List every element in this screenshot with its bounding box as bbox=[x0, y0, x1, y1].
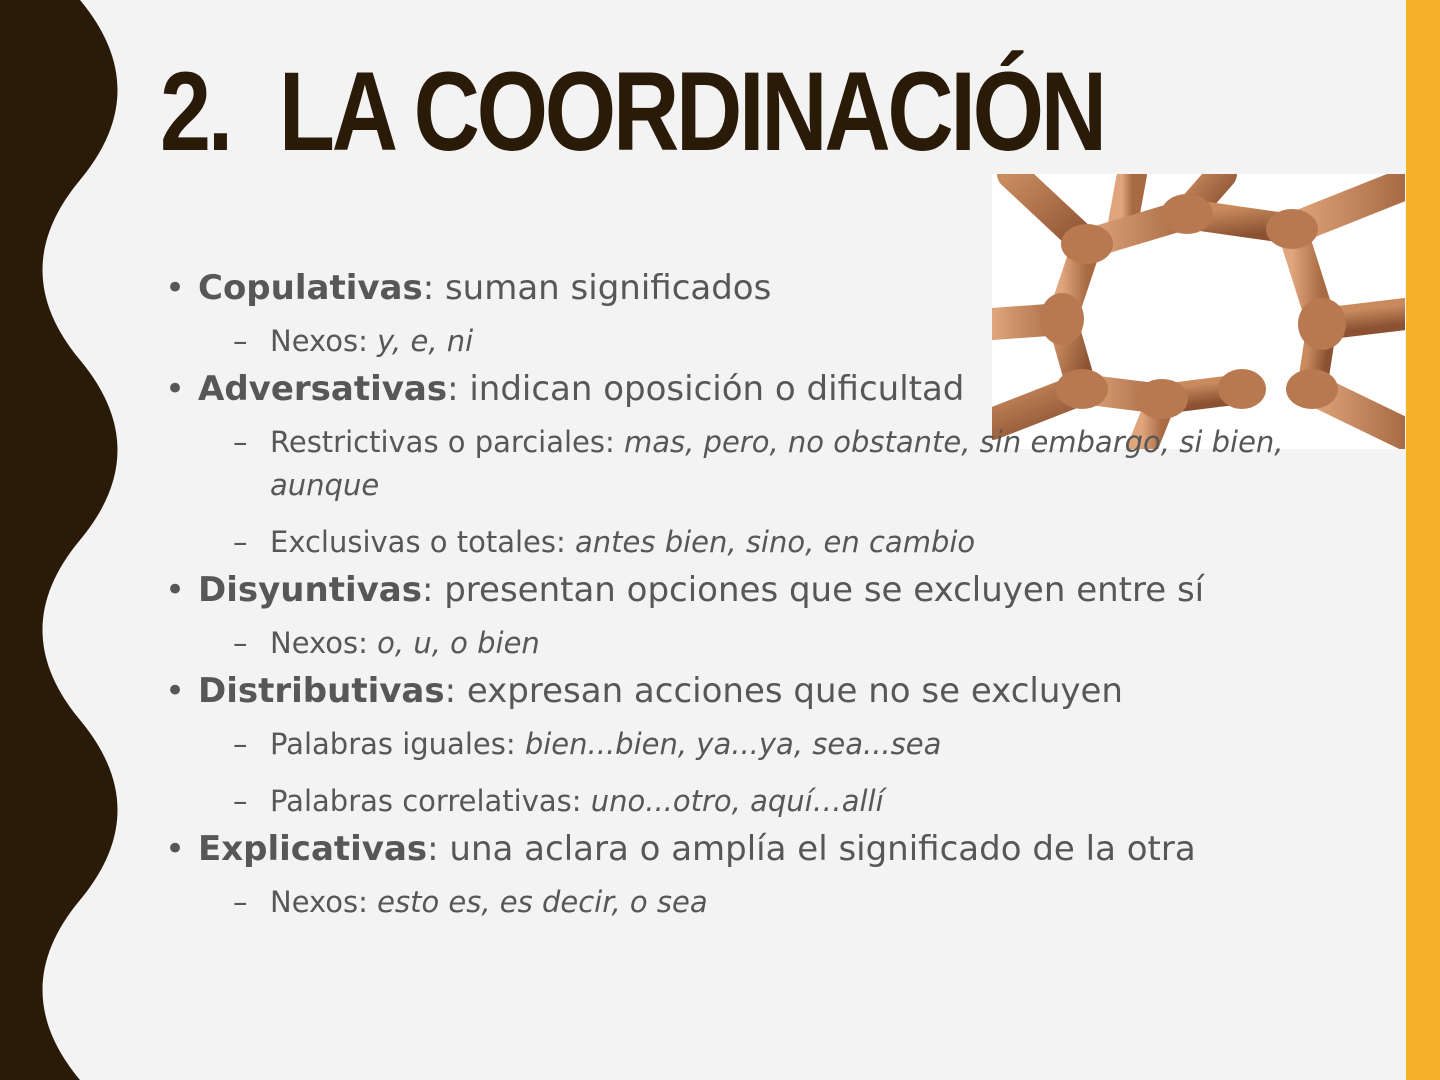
dash-icon: – bbox=[233, 885, 248, 919]
item-description: : suman significados bbox=[422, 268, 772, 308]
sub-list-item bbox=[165, 622, 1390, 665]
sub-examples: esto es, es decir, o sea bbox=[377, 885, 708, 919]
sub-list-item bbox=[165, 421, 1390, 507]
sub-label: Palabras iguales: bbox=[270, 727, 525, 761]
dash-icon: – bbox=[233, 784, 248, 818]
sub-examples: y, e, ni bbox=[377, 324, 474, 358]
sub-list-item bbox=[165, 881, 1390, 924]
list-item bbox=[165, 363, 1390, 415]
item-term: Distributivas bbox=[198, 671, 445, 711]
list-group-copulativas bbox=[165, 262, 1390, 363]
sub-label: Palabras correlativas: bbox=[270, 784, 591, 818]
title-text: LA COORDINACIÓN bbox=[278, 49, 1104, 174]
sub-list-item bbox=[165, 780, 1390, 823]
list-item bbox=[165, 823, 1390, 875]
item-description: : expresan acciones que no se excluyen bbox=[444, 671, 1123, 711]
bullet-icon: • bbox=[165, 369, 186, 409]
sub-examples: antes bien, sino, en cambio bbox=[575, 525, 976, 559]
dash-icon: – bbox=[233, 324, 248, 358]
dash-icon: – bbox=[233, 525, 248, 559]
bullet-icon: • bbox=[165, 829, 186, 869]
slide-title bbox=[160, 49, 1104, 174]
sub-list-item bbox=[165, 521, 1390, 564]
dash-icon: – bbox=[233, 626, 248, 660]
dash-icon: – bbox=[233, 727, 248, 761]
sub-examples: mas, pero, no obstante, sin embargo, si bien, aunque bbox=[270, 425, 1284, 502]
item-description: : indican oposición o dificultad bbox=[447, 369, 965, 409]
list-item bbox=[165, 665, 1390, 717]
list-group-disyuntivas bbox=[165, 564, 1390, 665]
sub-list-item bbox=[165, 723, 1390, 766]
item-term: Disyuntivas bbox=[198, 570, 422, 610]
sub-label: Exclusivas o totales: bbox=[270, 525, 575, 559]
item-term: Adversativas bbox=[198, 369, 448, 409]
wavy-border-band bbox=[0, 0, 140, 1080]
item-description: : presentan opciones que se excluyen entre sí bbox=[421, 570, 1205, 610]
sub-label: Nexos: bbox=[270, 885, 378, 919]
sub-examples: o, u, o bien bbox=[377, 626, 540, 660]
accent-bar bbox=[1406, 0, 1440, 1080]
sub-examples: uno...otro, aquí…allí bbox=[590, 784, 884, 818]
sub-list-item bbox=[165, 320, 1390, 363]
bullet-list bbox=[165, 262, 1390, 924]
list-group-explicativas bbox=[165, 823, 1390, 924]
sub-label: Nexos: bbox=[270, 626, 378, 660]
item-description: : una aclara o amplía el significado de la otra bbox=[427, 829, 1196, 869]
item-term: Explicativas bbox=[198, 829, 428, 869]
sub-label: Restrictivas o parciales: bbox=[270, 425, 624, 459]
list-group-distributivas bbox=[165, 665, 1390, 823]
list-group-adversativas bbox=[165, 363, 1390, 564]
title-number: 2. bbox=[160, 49, 231, 174]
bullet-icon: • bbox=[165, 570, 186, 610]
sub-examples: bien...bien, ya...ya, sea...sea bbox=[524, 727, 942, 761]
item-term: Copulativas bbox=[198, 268, 423, 308]
bullet-icon: • bbox=[165, 671, 186, 711]
bullet-icon: • bbox=[165, 268, 186, 308]
dash-icon: – bbox=[233, 425, 248, 459]
list-item bbox=[165, 262, 1390, 314]
list-item bbox=[165, 564, 1390, 616]
sub-label: Nexos: bbox=[270, 324, 378, 358]
